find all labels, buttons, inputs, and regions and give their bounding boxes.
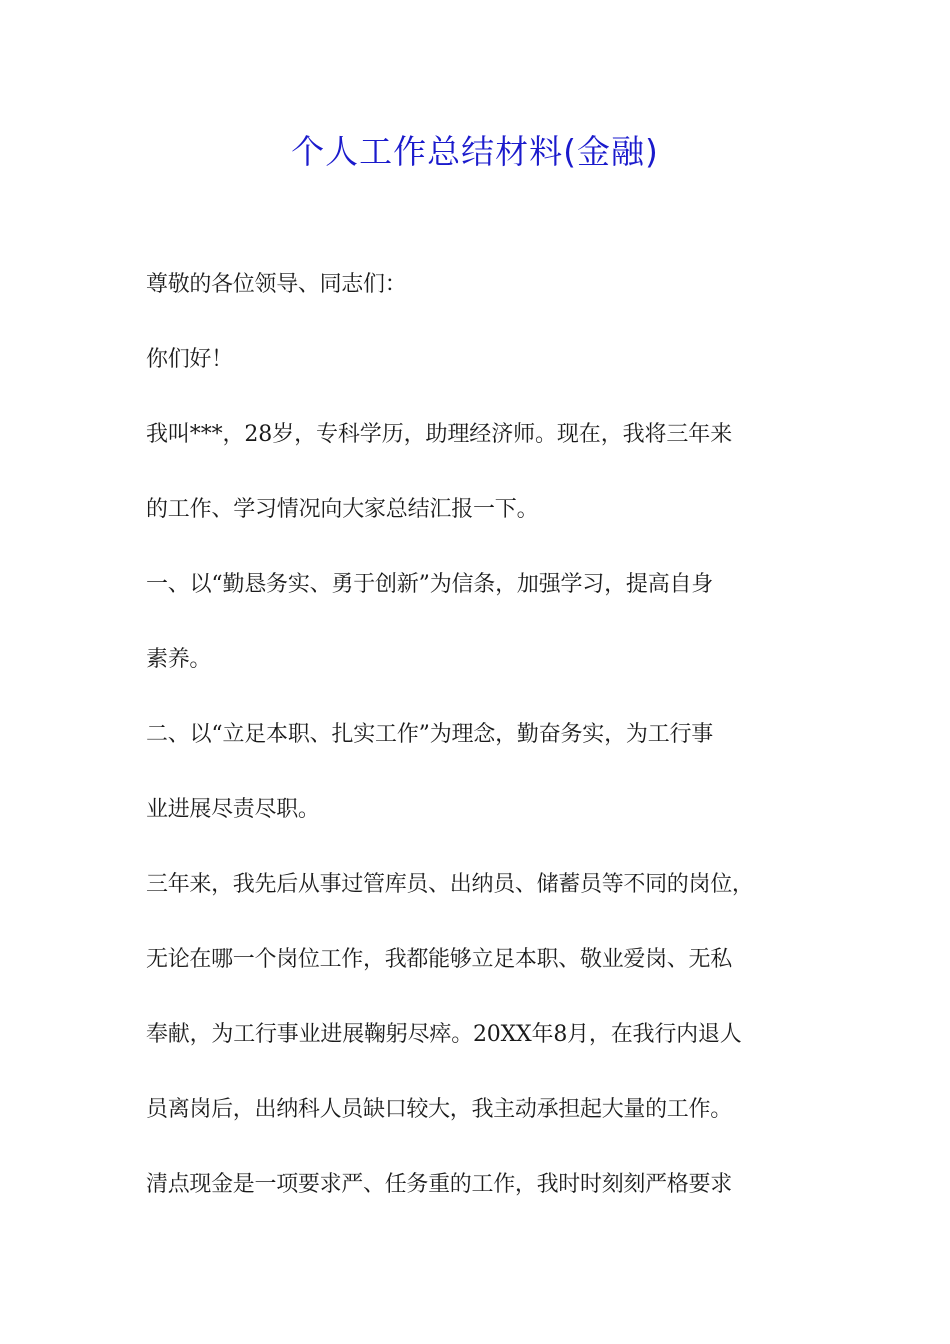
body-line: 三年来，我先后从事过管库员、出纳员、储蓄员等不同的岗位，	[146, 872, 754, 897]
document-title: 个人工作总结材料(金融)	[291, 132, 659, 171]
body-line: 的工作、学习情况向大家总结汇报一下。	[146, 497, 539, 522]
body-line: 一、以“勤恳务实、勇于创新”为信条，加强学习，提高自身	[146, 572, 714, 597]
body-line: 清点现金是一项要求严、任务重的工作，我时时刻刻严格要求	[146, 1172, 732, 1197]
body-line: 二、以“立足本职、扎实工作”为理念，勤奋务实，为工行事	[146, 722, 714, 747]
body-line: 你们好！	[146, 347, 233, 372]
body-line: 我叫***，28岁，专科学历，助理经济师。现在，我将三年来	[146, 422, 733, 447]
body-line: 员离岗后，出纳科人员缺口较大，我主动承担起大量的工作。	[146, 1097, 732, 1122]
body-line: 业进展尽责尽职。	[146, 797, 320, 822]
body-line: 奉献，为工行事业进展鞠躬尽瘁。20XX年8月，在我行内退人	[146, 1022, 742, 1047]
body-line: 素养。	[146, 647, 212, 672]
body-line: 无论在哪一个岗位工作，我都能够立足本职、敬业爱岗、无私	[146, 947, 732, 972]
body-line: 尊敬的各位领导、同志们：	[146, 272, 407, 297]
